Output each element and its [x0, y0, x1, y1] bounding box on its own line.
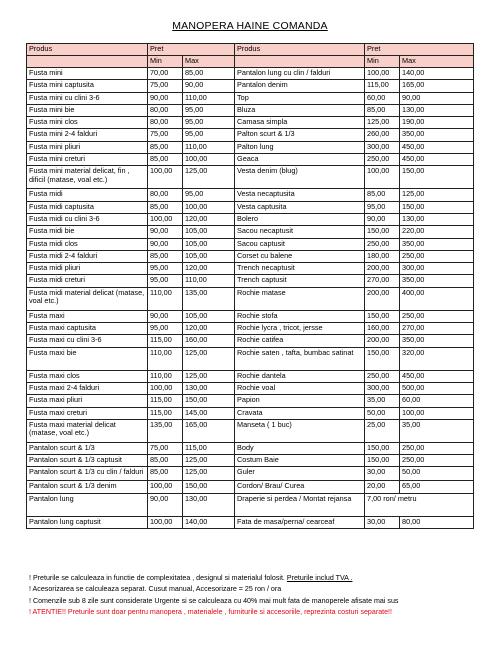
- header-min-right: Min: [365, 56, 400, 68]
- cell-product-right: Bolero: [235, 213, 365, 225]
- cell-product-right: Bluza: [235, 104, 365, 116]
- cell-min-left: 70,00: [148, 68, 183, 80]
- cell-product-right: Rochie stofa: [235, 310, 365, 322]
- cell-min-left: 85,00: [148, 141, 183, 153]
- cell-max-left: 105,00: [183, 226, 235, 238]
- cell-min-right: 160,00: [365, 323, 400, 335]
- cell-max-left: 125,00: [183, 347, 235, 370]
- table-row: [27, 516, 474, 528]
- cell-max-left: 150,00: [183, 481, 235, 493]
- cell-min-left: 75,00: [148, 129, 183, 141]
- cell-product-left: Fusta mini: [27, 68, 148, 80]
- cell-product-right: Draperie si perdea / Montat rejansa: [235, 493, 365, 516]
- cell-product-left: Fusta mini captusita: [27, 80, 148, 92]
- note-urgent: ! Comenzile sub 8 zile sunt considerate Urgente si se calculeaza cu 40% mai mult fata de manoperele afisate mai sus: [29, 596, 399, 605]
- cell-min-right: 95,00: [365, 201, 400, 213]
- cell-product-left: Fusta midi clos: [27, 238, 148, 250]
- table-row: [27, 287, 474, 310]
- cell-product-right: Vesta captusita: [235, 201, 365, 213]
- cell-product-left: Fusta mini creturi: [27, 154, 148, 166]
- cell-max-left: 125,00: [183, 467, 235, 481]
- cell-max-right: 165,00: [400, 80, 474, 92]
- cell-product-left: Fusta mini 2-4 falduri: [27, 129, 148, 141]
- table-row: [27, 189, 474, 201]
- cell-min-right: 250,00: [365, 370, 400, 382]
- cell-max-right: 250,00: [400, 442, 474, 454]
- cell-max-left: 125,00: [183, 370, 235, 382]
- cell-min-left: 110,00: [148, 287, 183, 310]
- cell-max-right: 130,00: [400, 213, 474, 225]
- cell-min-right: 300,00: [365, 382, 400, 394]
- cell-product-right: Costum Baie: [235, 455, 365, 467]
- cell-product-left: Fusta maxi material delicat (matase, voal etc.): [27, 419, 148, 442]
- cell-product-left: Fusta midi captusita: [27, 201, 148, 213]
- cell-product-right: Rochie saten , tafta, bumbac satinat: [235, 347, 365, 370]
- table-row: [27, 68, 474, 80]
- header-empty-left: [27, 56, 148, 68]
- cell-max-right: 65,00: [400, 481, 474, 493]
- cell-min-left: 90,00: [148, 92, 183, 104]
- cell-min-left: 95,00: [148, 323, 183, 335]
- cell-product-left: Fusta midi pliuri: [27, 263, 148, 275]
- table-row: [27, 238, 474, 250]
- cell-max-left: 125,00: [183, 166, 235, 189]
- cell-max-left: 120,00: [183, 323, 235, 335]
- cell-min-left: 85,00: [148, 455, 183, 467]
- cell-min-right: 150,00: [365, 226, 400, 238]
- cell-max-left: 110,00: [183, 141, 235, 153]
- table-row: [27, 117, 474, 129]
- cell-min-right: 260,00: [365, 129, 400, 141]
- cell-min-right: 35,00: [365, 395, 400, 407]
- cell-max-right: 350,00: [400, 335, 474, 347]
- cell-max-left: 120,00: [183, 213, 235, 225]
- cell-min-left: 115,00: [148, 335, 183, 347]
- cell-product-right: Palton lung: [235, 141, 365, 153]
- table-row: [27, 493, 474, 516]
- cell-product-right: Palton scurt & 1/3: [235, 129, 365, 141]
- cell-max-left: 130,00: [183, 382, 235, 394]
- cell-max-right: 220,00: [400, 226, 474, 238]
- cell-max-left: 115,00: [183, 442, 235, 454]
- cell-product-right: Rochie dantela: [235, 370, 365, 382]
- cell-max-left: 110,00: [183, 92, 235, 104]
- cell-max-left: 90,00: [183, 80, 235, 92]
- cell-max-left: 145,00: [183, 407, 235, 419]
- cell-min-right: 25,00: [365, 419, 400, 442]
- header-min-left: Min: [148, 56, 183, 68]
- cell-product-right: Papion: [235, 395, 365, 407]
- cell-product-right: Fata de masa/perna/ cearceaf: [235, 516, 365, 528]
- table-row: [27, 419, 474, 442]
- cell-max-right: 250,00: [400, 250, 474, 262]
- note-accessories: ! Acesorizarea se calculeaza separat. Cusut manual, Accesorizare = 25 ron / ora: [29, 585, 282, 594]
- price-table: [26, 43, 474, 529]
- cell-product-right: Cravata: [235, 407, 365, 419]
- cell-product-left: Pantalon scurt & 1/3: [27, 442, 148, 454]
- cell-product-left: Pantalon scurt & 1/3 cu clin / falduri: [27, 467, 148, 481]
- cell-max-right: 90,00: [400, 92, 474, 104]
- cell-product-left: Fusta maxi cu clini 3-6: [27, 335, 148, 347]
- cell-max-right: 150,00: [400, 166, 474, 189]
- cell-max-right: 150,00: [400, 201, 474, 213]
- cell-product-right: Corset cu balene: [235, 250, 365, 262]
- header-empty-right: [235, 56, 365, 68]
- cell-max-right: 450,00: [400, 154, 474, 166]
- cell-max-right: 350,00: [400, 238, 474, 250]
- cell-max-right: 350,00: [400, 275, 474, 287]
- notes: [29, 573, 489, 619]
- header-max-left: Max: [183, 56, 235, 68]
- table-row: [27, 481, 474, 493]
- note-pricing: ! Preturile se calculeaza in functie de complexitatea , designul si materialul folosit. Preturile includ TVA .: [29, 574, 353, 582]
- cell-max-left: 110,00: [183, 275, 235, 287]
- cell-min-right: 250,00: [365, 154, 400, 166]
- table-row: [27, 370, 474, 382]
- cell-min-right: 100,00: [365, 166, 400, 189]
- cell-min-right: 60,00: [365, 92, 400, 104]
- cell-max-right: 500,00: [400, 382, 474, 394]
- cell-product-left: Fusta midi cu clini 3-6: [27, 213, 148, 225]
- cell-max-left: 140,00: [183, 516, 235, 528]
- cell-product-right: Cordon/ Brau/ Curea: [235, 481, 365, 493]
- cell-min-left: 80,00: [148, 104, 183, 116]
- cell-min-left: 115,00: [148, 395, 183, 407]
- cell-max-left: 160,00: [183, 335, 235, 347]
- cell-max-left: 165,00: [183, 419, 235, 442]
- cell-min-right: 200,00: [365, 335, 400, 347]
- table-row: [27, 347, 474, 370]
- cell-product-left: Fusta midi material delicat (matase, voal etc.): [27, 287, 148, 310]
- cell-max-left: 100,00: [183, 154, 235, 166]
- cell-min-right: 300,00: [365, 141, 400, 153]
- cell-product-right: Guler: [235, 467, 365, 481]
- cell-product-right: Rochie matase: [235, 287, 365, 310]
- table-row: [27, 442, 474, 454]
- cell-product-right: Manseta ( 1 buc): [235, 419, 365, 442]
- cell-max-right: 125,00: [400, 189, 474, 201]
- note-vat: Preturile includ TVA .: [286, 574, 353, 582]
- cell-max-left: 105,00: [183, 238, 235, 250]
- table-subheader-row: [27, 56, 474, 68]
- cell-min-right: 200,00: [365, 287, 400, 310]
- cell-product-left: Fusta mini cu clini 3-6: [27, 92, 148, 104]
- cell-min-right: 250,00: [365, 238, 400, 250]
- cell-min-right: 200,00: [365, 263, 400, 275]
- cell-max-right: 100,00: [400, 407, 474, 419]
- cell-min-left: 90,00: [148, 238, 183, 250]
- cell-product-right: Rochie catifea: [235, 335, 365, 347]
- table-row: [27, 129, 474, 141]
- cell-max-left: 100,00: [183, 201, 235, 213]
- cell-min-right: 20,00: [365, 481, 400, 493]
- table-row: [27, 395, 474, 407]
- cell-product-right: Vesta necaptusita: [235, 189, 365, 201]
- cell-max-left: 105,00: [183, 250, 235, 262]
- cell-min-left: 90,00: [148, 310, 183, 322]
- page-title: MANOPERA HAINE COMANDA: [172, 20, 328, 32]
- cell-min-left: 85,00: [148, 201, 183, 213]
- table-header-row: [27, 44, 474, 56]
- header-produs-right: Produs: [235, 44, 365, 56]
- cell-min-left: 90,00: [148, 226, 183, 238]
- cell-max-right: 50,00: [400, 467, 474, 481]
- cell-min-left: 85,00: [148, 467, 183, 481]
- table-row: [27, 141, 474, 153]
- cell-product-left: Fusta midi: [27, 189, 148, 201]
- table-row: [27, 382, 474, 394]
- cell-max-left: 150,00: [183, 395, 235, 407]
- cell-product-left: Pantalon scurt & 1/3 captusit: [27, 455, 148, 467]
- cell-min-left: 85,00: [148, 250, 183, 262]
- cell-product-right: Camasa simpla: [235, 117, 365, 129]
- cell-min-left: 135,00: [148, 419, 183, 442]
- cell-product-left: Fusta mini clos: [27, 117, 148, 129]
- table-row: [27, 80, 474, 92]
- cell-max-right: 250,00: [400, 455, 474, 467]
- cell-product-right: Pantalon lung cu clin / falduri: [235, 68, 365, 80]
- cell-product-left: Pantalon lung captusit: [27, 516, 148, 528]
- cell-min-left: 85,00: [148, 154, 183, 166]
- cell-max-right: 450,00: [400, 370, 474, 382]
- cell-product-left: Fusta maxi bie: [27, 347, 148, 370]
- cell-min-left: 110,00: [148, 370, 183, 382]
- cell-product-left: Pantalon scurt & 1/3 denim: [27, 481, 148, 493]
- cell-min-right: 115,00: [365, 80, 400, 92]
- cell-product-right: Trench necaptusit: [235, 263, 365, 275]
- table-row: [27, 310, 474, 322]
- table-row: [27, 263, 474, 275]
- table-row: [27, 275, 474, 287]
- cell-product-right: Rochie lycra , tricot, jersse: [235, 323, 365, 335]
- table-row: [27, 213, 474, 225]
- cell-max-right: 270,00: [400, 323, 474, 335]
- cell-max-left: 120,00: [183, 263, 235, 275]
- cell-max-right: 35,00: [400, 419, 474, 442]
- table-row: [27, 407, 474, 419]
- cell-max-right: 350,00: [400, 129, 474, 141]
- cell-min-right: 150,00: [365, 347, 400, 370]
- cell-max-left: 95,00: [183, 189, 235, 201]
- header-produs-left: Produs: [27, 44, 148, 56]
- cell-min-right: 50,00: [365, 407, 400, 419]
- cell-min-right: 150,00: [365, 310, 400, 322]
- cell-min-left: 90,00: [148, 493, 183, 516]
- cell-max-right: 320,00: [400, 347, 474, 370]
- cell-min-left: 95,00: [148, 275, 183, 287]
- cell-min-right: 85,00: [365, 189, 400, 201]
- table-row: [27, 104, 474, 116]
- cell-min-left: 100,00: [148, 382, 183, 394]
- table-row: [27, 226, 474, 238]
- cell-min-right: 150,00: [365, 442, 400, 454]
- table-row: [27, 335, 474, 347]
- table-row: [27, 467, 474, 481]
- table-row: [27, 154, 474, 166]
- cell-min-right: 180,00: [365, 250, 400, 262]
- header-pret-left: Pret: [148, 44, 235, 56]
- cell-min-right: 270,00: [365, 275, 400, 287]
- cell-min-right: 30,00: [365, 516, 400, 528]
- cell-min-right: 150,00: [365, 455, 400, 467]
- cell-product-right: Rochie voal: [235, 382, 365, 394]
- table-row: [27, 250, 474, 262]
- cell-product-right: Sacou captusit: [235, 238, 365, 250]
- cell-max-left: 135,00: [183, 287, 235, 310]
- cell-max-left: 85,00: [183, 68, 235, 80]
- cell-min-left: 110,00: [148, 347, 183, 370]
- cell-max-left: 95,00: [183, 104, 235, 116]
- cell-max-left: 125,00: [183, 455, 235, 467]
- cell-min-left: 80,00: [148, 189, 183, 201]
- table-row: [27, 455, 474, 467]
- table-row: [27, 166, 474, 189]
- cell-max-right: 130,00: [400, 104, 474, 116]
- header-pret-right: Pret: [365, 44, 474, 56]
- cell-min-left: 80,00: [148, 117, 183, 129]
- cell-product-left: Fusta midi 2-4 falduri: [27, 250, 148, 262]
- table-row: [27, 92, 474, 104]
- cell-min-left: 100,00: [148, 481, 183, 493]
- cell-max-right: 190,00: [400, 117, 474, 129]
- cell-product-left: Fusta maxi clos: [27, 370, 148, 382]
- cell-product-left: Fusta maxi 2-4 falduri: [27, 382, 148, 394]
- cell-min-left: 115,00: [148, 407, 183, 419]
- table-row: [27, 201, 474, 213]
- cell-product-left: Fusta mini material delicat, fin , dificil (matase, voal etc.): [27, 166, 148, 189]
- cell-product-left: Fusta mini pliuri: [27, 141, 148, 153]
- note-warning: ! ATENTIE!! Preturile sunt doar pentru manopera , materialele , furniturile si accesoriile, reprezinta costuri separate!!: [29, 608, 392, 617]
- cell-max-right: 140,00: [400, 68, 474, 80]
- cell-product-right: Pantalon denim: [235, 80, 365, 92]
- cell-product-left: Fusta midi creturi: [27, 275, 148, 287]
- cell-product-left: Pantalon lung: [27, 493, 148, 516]
- cell-product-left: Fusta maxi: [27, 310, 148, 322]
- cell-min-left: 95,00: [148, 263, 183, 275]
- cell-min-right: 100,00: [365, 68, 400, 80]
- cell-max-right: 300,00: [400, 263, 474, 275]
- cell-max-right: 400,00: [400, 287, 474, 310]
- cell-min-left: 75,00: [148, 80, 183, 92]
- header-max-right: Max: [400, 56, 474, 68]
- cell-product-left: Fusta maxi creturi: [27, 407, 148, 419]
- cell-max-right: 60,00: [400, 395, 474, 407]
- cell-product-right: Vesta denim (blug): [235, 166, 365, 189]
- cell-min-left: 100,00: [148, 516, 183, 528]
- cell-product-right: Body: [235, 442, 365, 454]
- cell-product-right: Top: [235, 92, 365, 104]
- cell-max-right: 80,00: [400, 516, 474, 528]
- cell-max-left: 95,00: [183, 117, 235, 129]
- cell-min-left: 75,00: [148, 442, 183, 454]
- cell-min-right: 7,00 ron/ metru: [365, 493, 474, 516]
- cell-product-right: Geaca: [235, 154, 365, 166]
- cell-max-left: 130,00: [183, 493, 235, 516]
- cell-product-left: Fusta maxi pliuri: [27, 395, 148, 407]
- cell-max-left: 95,00: [183, 129, 235, 141]
- cell-product-right: Trench captusit: [235, 275, 365, 287]
- cell-product-left: Fusta midi bie: [27, 226, 148, 238]
- cell-product-right: Sacou necaptusit: [235, 226, 365, 238]
- table-row: [27, 323, 474, 335]
- cell-min-left: 100,00: [148, 166, 183, 189]
- cell-max-right: 250,00: [400, 310, 474, 322]
- cell-min-right: 90,00: [365, 213, 400, 225]
- cell-max-left: 105,00: [183, 310, 235, 322]
- cell-min-right: 85,00: [365, 104, 400, 116]
- cell-max-right: 450,00: [400, 141, 474, 153]
- cell-product-left: Fusta maxi captusita: [27, 323, 148, 335]
- cell-min-right: 125,00: [365, 117, 400, 129]
- cell-min-left: 100,00: [148, 213, 183, 225]
- cell-product-left: Fusta mini bie: [27, 104, 148, 116]
- cell-min-right: 30,00: [365, 467, 400, 481]
